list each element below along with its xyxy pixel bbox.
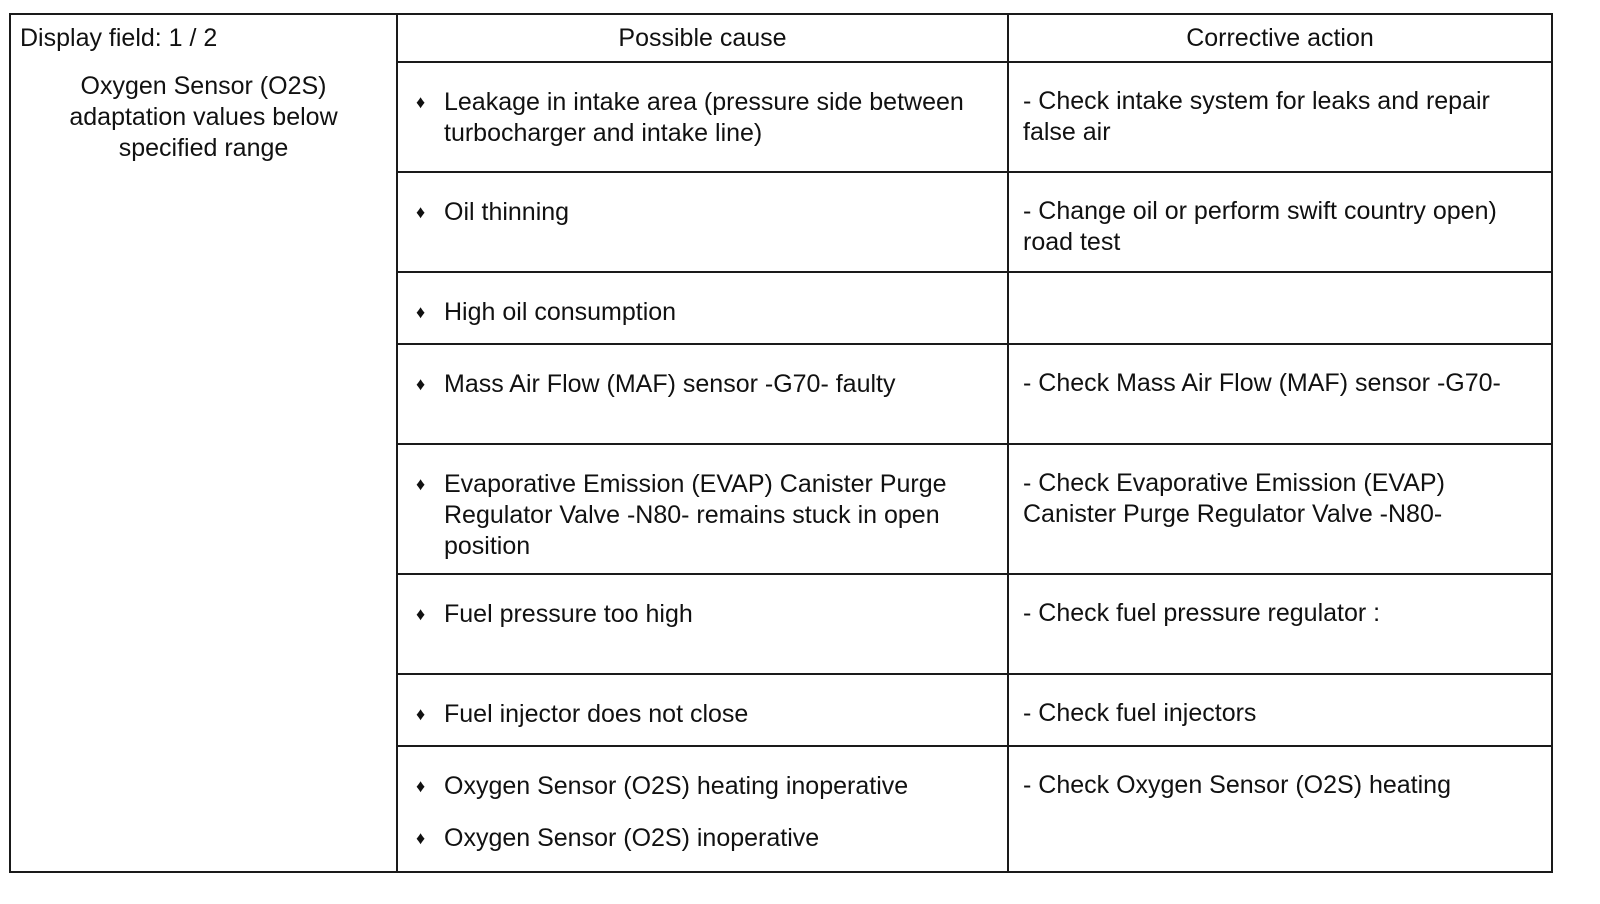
cause-text: Mass Air Flow (MAF) sensor -G70- faulty (444, 370, 896, 398)
cause-text: Evaporative Emission (EVAP) Canister Purge Regulator Valve -N80- remains stuck in open position (444, 470, 947, 560)
field-description: Oxygen Sensor (O2S) adaptation values below specified range (69, 72, 338, 162)
bullet-diamond-icon: ♦ (416, 92, 426, 112)
cause-item (416, 771, 997, 802)
cause-text: High oil consumption (444, 298, 677, 326)
cause-item (416, 197, 997, 228)
cause-cell (397, 444, 1008, 574)
cause-cell (397, 172, 1008, 272)
action-cell (1008, 444, 1552, 574)
action-cell (1008, 344, 1552, 444)
cause-cell (397, 344, 1008, 444)
bullet-diamond-icon: ♦ (416, 776, 426, 796)
action-text: - Check Oxygen Sensor (O2S) heating (1023, 771, 1451, 799)
cause-cell (397, 574, 1008, 674)
header-row (10, 14, 1552, 62)
action-cell (1008, 674, 1552, 746)
action-text: - Check intake system for leaks and repair false air (1023, 87, 1490, 146)
action-text: - Change oil or perform swift country open) road test (1023, 197, 1497, 256)
cause-text: Oxygen Sensor (O2S) heating inoperative (444, 772, 909, 800)
cause-item (416, 87, 997, 149)
cause-item (416, 823, 997, 854)
cause-item (416, 297, 997, 328)
cause-text: Fuel pressure too high (444, 600, 693, 628)
cause-text: Fuel injector does not close (444, 700, 749, 728)
display-field-header: Display field: 1 / 2 (10, 14, 397, 62)
table-row (10, 62, 1552, 172)
field-description-cell (10, 62, 397, 872)
cause-cell (397, 746, 1008, 872)
cause-item (416, 469, 997, 562)
possible-cause-header: Possible cause (397, 14, 1008, 62)
action-cell (1008, 172, 1552, 272)
cause-cell (397, 272, 1008, 344)
cause-item (416, 699, 997, 730)
cause-item (416, 599, 997, 630)
action-text: - Check fuel injectors (1023, 699, 1257, 727)
cause-text: Oil thinning (444, 198, 570, 226)
diagnosis-table (9, 13, 1553, 873)
action-text: - Check Evaporative Emission (EVAP) Canister Purge Regulator Valve -N80- (1023, 469, 1445, 528)
action-cell (1008, 62, 1552, 172)
cause-cell (397, 62, 1008, 172)
bullet-diamond-icon: ♦ (416, 704, 426, 724)
bullet-diamond-icon: ♦ (416, 374, 426, 394)
action-cell (1008, 574, 1552, 674)
bullet-diamond-icon: ♦ (416, 474, 426, 494)
bullet-diamond-icon: ♦ (416, 202, 426, 222)
cause-text: Leakage in intake area (pressure side between turbocharger and intake line) (444, 88, 964, 147)
cause-cell (397, 674, 1008, 746)
corrective-action-header: Corrective action (1008, 14, 1552, 62)
cause-item (416, 369, 997, 400)
action-text (1009, 273, 1551, 296)
bullet-diamond-icon: ♦ (416, 604, 426, 624)
bullet-diamond-icon: ♦ (416, 302, 426, 322)
action-text: - Check fuel pressure regulator : (1023, 599, 1381, 627)
action-text: - Check Mass Air Flow (MAF) sensor -G70- (1023, 369, 1501, 397)
cause-text: Oxygen Sensor (O2S) inoperative (444, 824, 820, 852)
action-cell (1008, 272, 1552, 344)
bullet-diamond-icon: ♦ (416, 828, 426, 848)
action-cell (1008, 746, 1552, 872)
